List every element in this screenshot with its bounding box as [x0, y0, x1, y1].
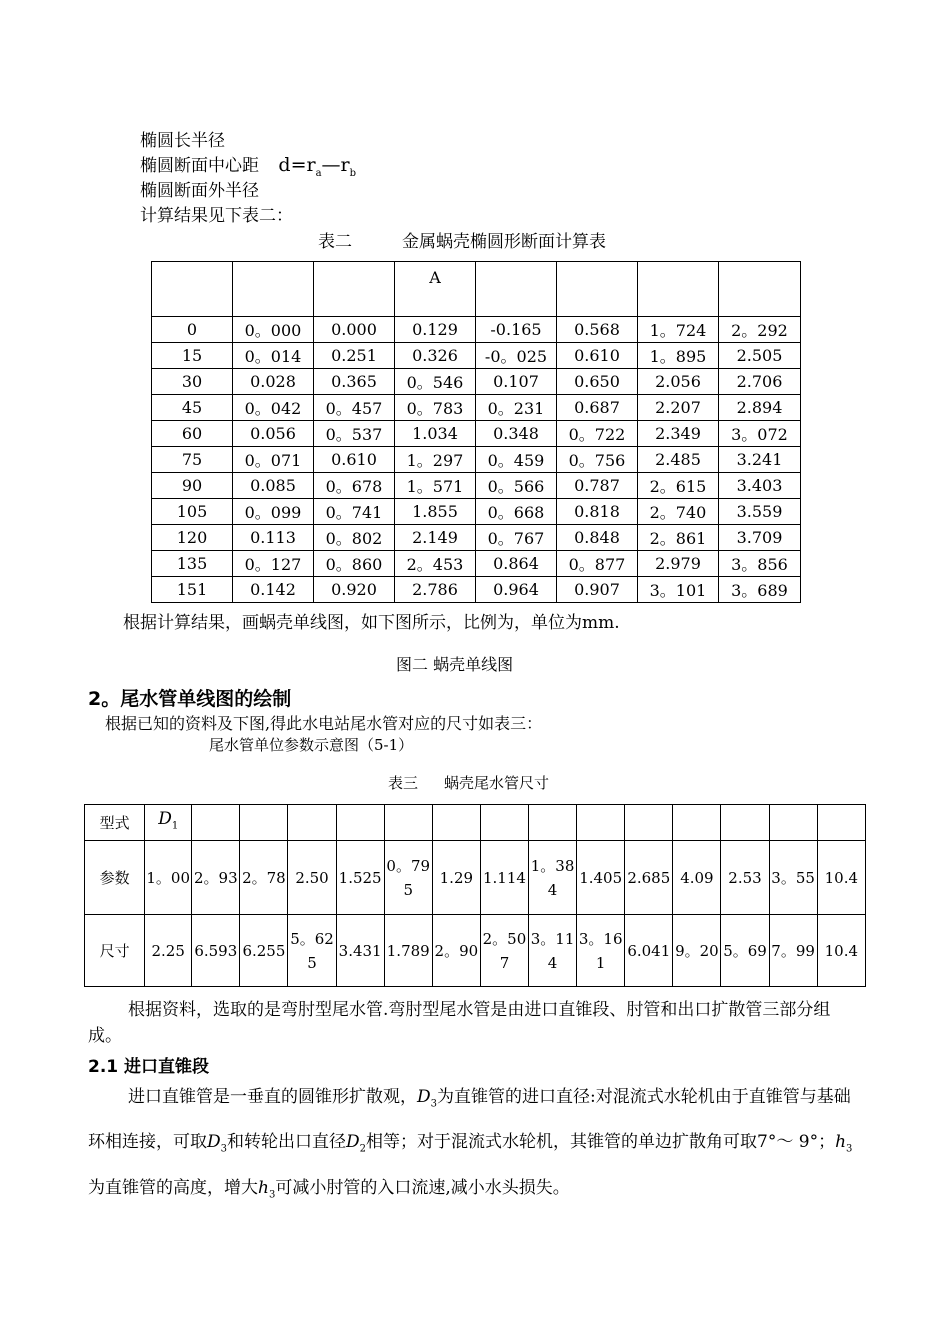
- table-cell: 1。00: [145, 841, 192, 915]
- table3-d1-cell: [145, 805, 192, 841]
- section21-heading: 2.1 进口直锥段: [88, 1057, 210, 1077]
- table2-caption-title: 金属蜗壳椭圆形断面计算表: [402, 232, 606, 252]
- table-cell: 2。740: [638, 499, 719, 525]
- table-row: [152, 577, 801, 603]
- table-cell: 3.241: [719, 447, 801, 473]
- table-cell: 0。860: [314, 551, 395, 577]
- table-row: [152, 262, 801, 317]
- table-cell: [384, 805, 432, 841]
- symbol-d3-sub: 3: [430, 1098, 438, 1110]
- table-row: [152, 447, 801, 473]
- table-cell: 0.610: [314, 447, 395, 473]
- table-cell: 15: [152, 343, 233, 369]
- table-cell: 0.028: [233, 369, 314, 395]
- table-cell: [152, 262, 233, 317]
- table-cell: 2.50: [288, 841, 336, 915]
- symbol-d3-b-sub: 3: [220, 1143, 228, 1155]
- table-cell: 0.107: [476, 369, 557, 395]
- table-row: [152, 551, 801, 577]
- table-cell: 75: [152, 447, 233, 473]
- s21-text-b: 为直锥管的进口直径:对混流式水轮机由于直锥管与基础环相连接，可取: [88, 1087, 851, 1153]
- table-cell: 0。756: [557, 447, 638, 473]
- table-cell: 9。20: [673, 915, 721, 987]
- table-cell: 0。783: [395, 395, 476, 421]
- table-cell: 0。795: [384, 841, 432, 915]
- table-cell: [529, 805, 577, 841]
- table-cell: 3。114: [529, 915, 577, 987]
- table-cell: [638, 262, 719, 317]
- table-cell: 135: [152, 551, 233, 577]
- s21-text-d: 相等；对于混流式水轮机，其锥管的单边扩散角可取7°～ 9°；: [366, 1132, 836, 1153]
- table-cell: 6.593: [192, 915, 240, 987]
- table-cell: 2。861: [638, 525, 719, 551]
- table-cell: [288, 805, 336, 841]
- table-cell: [817, 805, 865, 841]
- table-cell: 0。071: [233, 447, 314, 473]
- table-cell: 0。000: [233, 317, 314, 343]
- table-cell: 3。161: [577, 915, 625, 987]
- table-cell: 0: [152, 317, 233, 343]
- table-cell: 0.907: [557, 577, 638, 603]
- table-cell: 3。689: [719, 577, 801, 603]
- table-cell: 10.4: [817, 915, 865, 987]
- table-row: [152, 369, 801, 395]
- table-cell: 2.685: [625, 841, 673, 915]
- table-cell: 1.405: [577, 841, 625, 915]
- table3-type-label: 型式: [85, 805, 145, 841]
- table-cell: [233, 262, 314, 317]
- table-cell: 105: [152, 499, 233, 525]
- table-cell: 0.000: [314, 317, 395, 343]
- table-cell: 0.085: [233, 473, 314, 499]
- paragraph-drafttube: 根据资料，选取的是弯肘型尾水管.弯肘型尾水管是由进口直锥段、肘管和出口扩散管三部分组成。: [88, 1000, 831, 1046]
- table-cell: 0。802: [314, 525, 395, 551]
- table-cell: 1。724: [638, 317, 719, 343]
- table-row: [152, 473, 801, 499]
- table-cell: 2.056: [638, 369, 719, 395]
- table-cell: 4.09: [673, 841, 721, 915]
- symbol-h3-b: h: [258, 1177, 269, 1198]
- table-cell: 0。127: [233, 551, 314, 577]
- center-distance-formula: [278, 154, 357, 179]
- symbol-h3-sub: 3: [846, 1143, 853, 1155]
- table2-caption: [318, 227, 606, 252]
- table-cell: 0。459: [476, 447, 557, 473]
- table-cell: 0。457: [314, 395, 395, 421]
- table-cell: 6.041: [625, 915, 673, 987]
- table-cell: [192, 805, 240, 841]
- table-cell: 3。856: [719, 551, 801, 577]
- table-cell: 0.787: [557, 473, 638, 499]
- table-cell: 2。507: [480, 915, 528, 987]
- table-cell: 3。072: [719, 421, 801, 447]
- table-row: [152, 317, 801, 343]
- table3-param-label: 参数: [85, 841, 145, 915]
- symbol-h3-b-sub: 3: [268, 1189, 276, 1201]
- table-cell: 5。69: [721, 915, 769, 987]
- table-cell: 0.365: [314, 369, 395, 395]
- table-cell: 2.979: [638, 551, 719, 577]
- d1-subscript: 1: [171, 820, 179, 832]
- table-cell: 60: [152, 421, 233, 447]
- s21-text-e: 为直锥管的高度，增大: [88, 1177, 258, 1198]
- table-cell: 0.687: [557, 395, 638, 421]
- table-cell: [577, 805, 625, 841]
- table-row: [152, 421, 801, 447]
- symbol-d3: D: [417, 1087, 431, 1107]
- table-cell: 2.485: [638, 447, 719, 473]
- table-cell: 0.610: [557, 343, 638, 369]
- table-cell: 2.706: [719, 369, 801, 395]
- table-cell: 3.559: [719, 499, 801, 525]
- table-row: [152, 499, 801, 525]
- table-cell: 3。55: [769, 841, 817, 915]
- intro-line-2-label: 椭圆断面中心距: [140, 156, 259, 176]
- table-cell: 0。546: [395, 369, 476, 395]
- symbol-d2: D: [346, 1132, 360, 1153]
- table-cell: -0。025: [476, 343, 557, 369]
- s21-text-a: 进口直锥管是一垂直的圆锥形扩散观，: [128, 1087, 417, 1107]
- formula-sub-a: a: [315, 167, 322, 179]
- table-cell: [336, 805, 384, 841]
- table-cell: 2.207: [638, 395, 719, 421]
- table-cell: [719, 262, 801, 317]
- table-cell: 3.403: [719, 473, 801, 499]
- table-cell: [476, 262, 557, 317]
- table-cell: 3.709: [719, 525, 801, 551]
- table-cell: 0.848: [557, 525, 638, 551]
- table-cell: 2。453: [395, 551, 476, 577]
- table-cell: [721, 805, 769, 841]
- intro-line-1: 椭圆长半径: [140, 131, 225, 151]
- table-cell: [625, 805, 673, 841]
- table2: [151, 261, 801, 603]
- table-cell: 45: [152, 395, 233, 421]
- table-row: [152, 525, 801, 551]
- table-cell: 0.964: [476, 577, 557, 603]
- table-cell: 0。566: [476, 473, 557, 499]
- table-cell: 0。877: [557, 551, 638, 577]
- section2-heading: 2。尾水管单线图的绘制: [88, 688, 292, 710]
- table-cell: 0.113: [233, 525, 314, 551]
- table-cell: 5。625: [288, 915, 336, 987]
- table3-size-label: 尺寸: [85, 915, 145, 987]
- table-cell: 2.25: [145, 915, 192, 987]
- intro-line-3: 椭圆断面外半径: [140, 181, 259, 201]
- table-row: [152, 343, 801, 369]
- table-cell: 2.505: [719, 343, 801, 369]
- table-cell: 1.855: [395, 499, 476, 525]
- table-cell: 1.034: [395, 421, 476, 447]
- table2-caption-number: 表二: [318, 232, 352, 252]
- table-cell: 1.114: [480, 841, 528, 915]
- table-cell: 1。571: [395, 473, 476, 499]
- table-cell: [769, 805, 817, 841]
- table-cell: 151: [152, 577, 233, 603]
- table-cell: 0。042: [233, 395, 314, 421]
- table-cell: [480, 805, 528, 841]
- table-cell: 0。678: [314, 473, 395, 499]
- table-cell: [557, 262, 638, 317]
- table-cell: 3.431: [336, 915, 384, 987]
- table-cell: 1。384: [529, 841, 577, 915]
- table-cell: 1。297: [395, 447, 476, 473]
- table-cell: -0.165: [476, 317, 557, 343]
- table3-caption-number: 表三: [388, 774, 419, 792]
- s21-text-c: 和转轮出口直径: [227, 1132, 347, 1153]
- table-cell: 2。292: [719, 317, 801, 343]
- section2-intro: 根据已知的资料及下图,得此水电站尾水管对应的尺寸如表三：: [105, 714, 543, 733]
- d1-symbol: D: [158, 808, 172, 829]
- table-cell: 0.251: [314, 343, 395, 369]
- table-cell: 0。722: [557, 421, 638, 447]
- table-cell: 2。93: [192, 841, 240, 915]
- table-cell: 0.142: [233, 577, 314, 603]
- table-cell: 2.786: [395, 577, 476, 603]
- table-cell: 0。767: [476, 525, 557, 551]
- table-cell: 0.864: [476, 551, 557, 577]
- intro-line-2: [140, 151, 356, 179]
- table-cell: 0.920: [314, 577, 395, 603]
- table3-caption: [388, 772, 549, 793]
- table-cell: 0。668: [476, 499, 557, 525]
- table-cell: 10.4: [817, 841, 865, 915]
- table-cell: 0.650: [557, 369, 638, 395]
- table-cell: 1.525: [336, 841, 384, 915]
- formula-sub-b: b: [349, 167, 357, 179]
- formula-part-b: —r: [321, 154, 350, 176]
- s21-text-f: 可减小肘管的入口流速,减小水头损失。: [275, 1177, 570, 1198]
- table-cell: 3。101: [638, 577, 719, 603]
- section2-figure-caption: 尾水管单位参数示意图（5-1）: [209, 736, 414, 754]
- table-cell: 1.29: [432, 841, 480, 915]
- table-cell: 30: [152, 369, 233, 395]
- figure2-caption: 图二 蜗壳单线图: [396, 655, 514, 674]
- table-cell: 7。99: [769, 915, 817, 987]
- table3: [84, 804, 866, 987]
- table-cell: 2.894: [719, 395, 801, 421]
- table-cell: 0。231: [476, 395, 557, 421]
- table-cell: 2.349: [638, 421, 719, 447]
- table2-after-text: 根据计算结果，画蜗壳单线图，如下图所示，比例为，单位为mm.: [123, 613, 620, 633]
- table-cell: 0。099: [233, 499, 314, 525]
- table-cell: 120: [152, 525, 233, 551]
- table-cell: 0.129: [395, 317, 476, 343]
- table-cell: 90: [152, 473, 233, 499]
- table-cell: 0.568: [557, 317, 638, 343]
- table-cell: 0.326: [395, 343, 476, 369]
- table-cell: 1.789: [384, 915, 432, 987]
- table-cell: A: [395, 262, 476, 317]
- symbol-h3: h: [835, 1132, 847, 1153]
- table-cell: 2。78: [240, 841, 288, 915]
- table-cell: [240, 805, 288, 841]
- symbol-d3-b: D: [207, 1132, 221, 1153]
- table-cell: 0.818: [557, 499, 638, 525]
- table-cell: 0。741: [314, 499, 395, 525]
- table-cell: [432, 805, 480, 841]
- table-cell: 6.255: [240, 915, 288, 987]
- table-cell: 0.056: [233, 421, 314, 447]
- table3-caption-title: 蜗壳尾水管尺寸: [444, 774, 550, 792]
- section21-paragraph: [88, 1078, 863, 1214]
- table-cell: 1。895: [638, 343, 719, 369]
- table-cell: [314, 262, 395, 317]
- table-cell: 2.53: [721, 841, 769, 915]
- table-cell: 0。014: [233, 343, 314, 369]
- intro-line-4: 计算结果见下表二：: [140, 206, 293, 226]
- table-cell: 2。615: [638, 473, 719, 499]
- formula-part-a: d=r: [278, 154, 316, 176]
- table-cell: 2.149: [395, 525, 476, 551]
- table-cell: 0。537: [314, 421, 395, 447]
- table-cell: [673, 805, 721, 841]
- table-row: [152, 395, 801, 421]
- symbol-d2-sub: 2: [359, 1143, 367, 1155]
- table-cell: 2。90: [432, 915, 480, 987]
- table-cell: 0.348: [476, 421, 557, 447]
